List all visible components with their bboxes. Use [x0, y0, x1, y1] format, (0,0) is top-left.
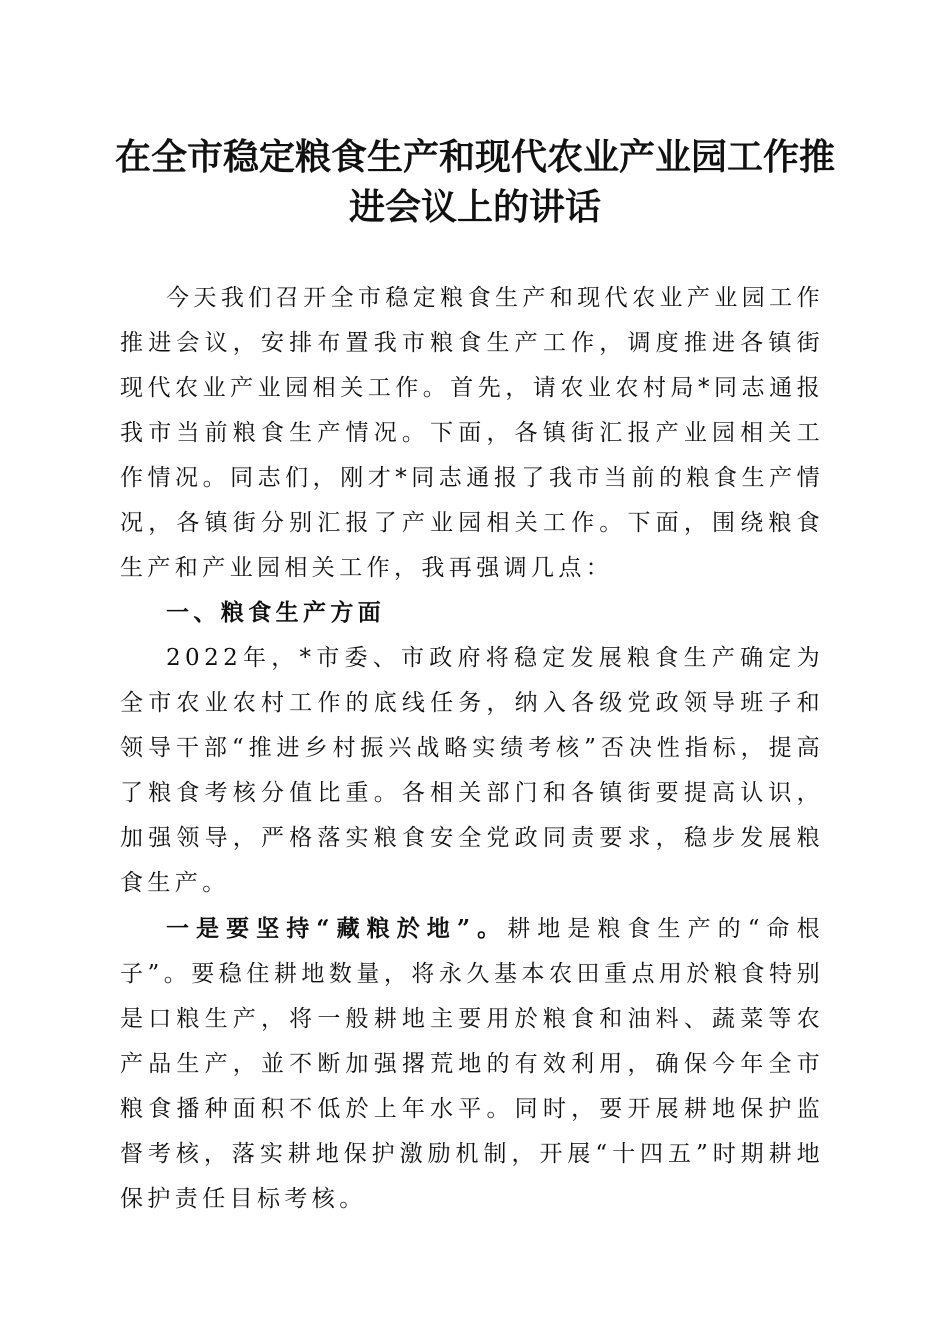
point-text: 耕地是粮食生产的“命根子”。要稳住耕地数量，将永久基本农田重点用於粮食特别是口粮生产，将一般耕地主要用於粮食和油料、蔬菜等农产品生产，並不断加强撂荒地的有效利用，确保今年全市粮食播种面积不低於上年水平。同时，要开展耕地保护监督考核，落实耕地保护激励机制，开展“十四五”时期耕地保护责任目标考核。: [120, 916, 824, 1212]
section-paragraph: 2022年，*市委、市政府将稳定发展粮食生产确定为全市农业农村工作的底线任务，纳入各级党政领导班子和领导干部“推进乡村振兴战略实绩考核”否决性指标，提高了粮食考核分值比重。各相关部门和各镇街要提高认识，加强领导，严格落实粮食安全党政同责要求，稳步发展粮食生产。: [120, 645, 824, 896]
document-title: [100, 132, 850, 232]
title-line-2: 进会议上的讲话: [348, 186, 601, 228]
intro-paragraph: 今天我们召开全市稳定粮食生产和现代农业产业园工作推进会议，安排布置我市粮食生产工作，调度推进各镇街现代农业产业园相关工作。首先，请农业农村局*同志通报我市当前粮食生产情况。下面，各镇街汇报产业园相关工作情况。同志们，刚才*同志通报了我市当前的粮食生产情况，各镇街分别汇报了产业园相关工作。下面，围绕粮食生产和产业园相关工作，我再强调几点：: [120, 285, 824, 581]
title-line-1: 在全市稳定粮食生产和现代农业产业园工作推: [114, 136, 835, 178]
point-paragraph: [120, 906, 824, 1222]
point-lead: 一是要坚持“藏粮於地”。: [166, 915, 508, 942]
document-body: [120, 276, 824, 1222]
section-heading: 一、粮食生产方面: [166, 600, 386, 626]
